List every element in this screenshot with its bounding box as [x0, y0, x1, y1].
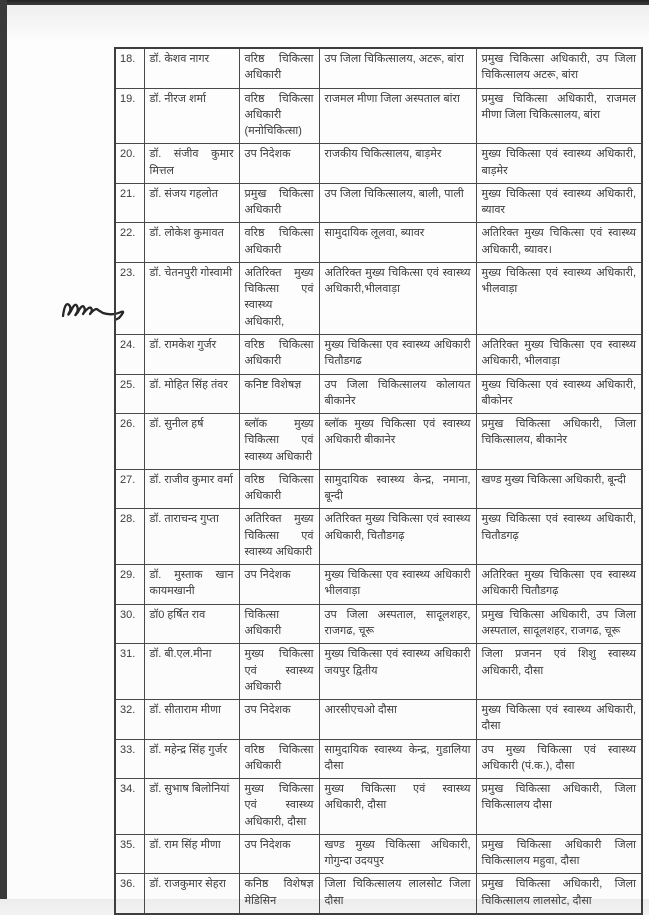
new-posting: मुख्य चिकित्सा एवं स्वास्थ्य अधिकारी, भीलवाड़ा: [476, 262, 642, 334]
doctor-name: डॉ. सुनील हर्ष: [144, 414, 239, 470]
doctor-designation: कनिष्ठ विशेषज्ञ मेडिसिन: [239, 874, 319, 914]
table-row: [115, 223, 642, 263]
current-posting: जिला चिकित्सालय लालसोट जिला दौसा: [319, 874, 476, 914]
current-posting: मुख्य चिकित्सा एवं स्वास्थ्य अधिकारी, दौसा: [319, 779, 476, 835]
current-posting: अतिरिक्त मुख्य चिकित्सा एवं स्वास्थ्य अधिकारी,भीलवाड़ा: [319, 262, 476, 334]
table-row: [115, 644, 642, 700]
current-posting: मुख्य चिकित्सा एवं स्वास्थ्य अधिकारी जयपुर द्वितीय: [319, 644, 476, 700]
doctor-designation: वरिष्ठ चिकित्सा अधिकारी: [239, 223, 319, 263]
new-posting: अतिरिक्त मुख्य चिकित्सा एव स्वास्थ्य अधिकारी चितौडगढ़: [476, 565, 642, 605]
new-posting: प्रमुख चिकित्सा अधिकारी, उप जिला चिकित्सालय अटरू, बांरा: [476, 48, 642, 88]
doctor-designation: अतिरिक्त मुख्य चिकित्सा एवं स्वास्थ्य अधिकारी,: [239, 262, 319, 334]
doctor-name: डॉ. मोहित सिंह तंवर: [144, 374, 239, 414]
new-posting: प्रमुख चिकित्सा अधिकारी, जिला चिकित्सालय लालसोट, दौसा: [476, 874, 642, 914]
table-row: [115, 374, 642, 414]
row-serial-number: 31.: [115, 644, 144, 700]
doctor-name: डॉ. केशव नागर: [144, 48, 239, 88]
doctor-designation: वरिष्ठ चिकित्सा अधिकारी: [239, 739, 319, 779]
doctor-name: डॉ0 हर्षित राव: [144, 604, 239, 644]
transfer-table: [114, 47, 643, 915]
new-posting: अतिरिक्त मुख्य चिकित्सा एवं स्वास्थ्य अधिकारी, ब्यावर।: [476, 223, 642, 263]
table-row: [115, 88, 642, 144]
table-row: [115, 779, 642, 835]
current-posting: मुख्य चिकित्सा एव स्वास्थ्य अधिकारी चितौडगढ: [319, 334, 476, 374]
doctor-designation: उप निदेशक: [239, 834, 319, 874]
new-posting: मुख्य चिकित्सा एवं स्वास्थ्य अधिकारी, ब्यावर: [476, 183, 642, 223]
doctor-name: डॉ. सुभाष बिलोनियां: [144, 779, 239, 835]
doctor-name: डॉ. मुस्ताक खान कायमखानी: [144, 565, 239, 605]
table-row: [115, 565, 642, 605]
row-serial-number: 26.: [115, 414, 144, 470]
doctor-designation: प्रमुख चिकित्सा अधिकारी: [239, 183, 319, 223]
new-posting: प्रमुख चिकित्सा अधिकारी जिला चिकित्सालय महुवा, दौसा: [476, 834, 642, 874]
current-posting: अतिरिक्त मुख्य चिकित्सा एवं स्वास्थ्य अधिकारी, चितौडगढ़: [319, 509, 476, 565]
doctor-designation: अतिरिक्त मुख्य चिकित्सा एवं स्वास्थ्य अधिकारी: [239, 509, 319, 565]
table-row: [115, 604, 642, 644]
row-serial-number: 34.: [115, 779, 144, 835]
current-posting: आरसीएचओ दौसा: [319, 700, 476, 740]
new-posting: प्रमुख चिकित्सा अधिकारी, उप जिला अस्पताल, सादूलशहर, राजगढ, चूरू: [476, 604, 642, 644]
row-serial-number: 23.: [115, 262, 144, 334]
table-row: [115, 509, 642, 565]
row-serial-number: 19.: [115, 88, 144, 144]
row-serial-number: 32.: [115, 700, 144, 740]
doctor-name: डॉ. संजीव कुमार मित्तल: [144, 144, 239, 184]
doctor-designation: उप निदेशक: [239, 700, 319, 740]
doctor-name: डॉ. सीताराम मीणा: [144, 700, 239, 740]
row-serial-number: 27.: [115, 469, 144, 509]
row-serial-number: 25.: [115, 374, 144, 414]
table-row: [115, 700, 642, 740]
new-posting: उप मुख्य चिकित्सा एवं स्वास्थ्य अधिकारी (पं.क.), दौसा: [476, 739, 642, 779]
doctor-designation: ब्लॉक मुख्य चिकित्सा एवं स्वास्थ्य अधिकारी: [239, 414, 319, 470]
doctor-designation: कनिष्ट विशेषज्ञ: [239, 374, 319, 414]
doctor-name: डॉ. राम सिंह मीणा: [144, 834, 239, 874]
table-row: [115, 48, 642, 88]
new-posting: प्रमुख चिकित्सा अधिकारी, जिला चिकित्सालय, बीकानेर: [476, 414, 642, 470]
table-row: [115, 834, 642, 874]
doctor-name: डॉ. महेन्द्र सिंह गुर्जर: [144, 739, 239, 779]
transfer-table-body: [115, 48, 642, 914]
row-serial-number: 18.: [115, 48, 144, 88]
doctor-name: डॉ. बी.एल.मीना: [144, 644, 239, 700]
doctor-designation: वरिष्ठ चिकित्सा अधिकारी: [239, 334, 319, 374]
doctor-name: डॉ. ताराचन्द गुप्ता: [144, 509, 239, 565]
row-serial-number: 20.: [115, 144, 144, 184]
doctor-designation: चिकित्सा अधिकारी: [239, 604, 319, 644]
doctor-name: डॉ. राजीव कुमार वर्मा: [144, 469, 239, 509]
current-posting: मुख्य चिकित्सा एव स्वास्थ्य अधिकारी भीलवाड़ा: [319, 565, 476, 605]
doctor-designation: उप निदेशक: [239, 565, 319, 605]
table-row: [115, 874, 642, 914]
doctor-designation: वरिष्ठ चिकित्सा अधिकारी: [239, 469, 319, 509]
new-posting: मुख्य चिकित्सा एवं स्वास्थ्य अधिकारी, दौसा: [476, 700, 642, 740]
new-posting: जिला प्रजनन एवं शिशु स्वास्थ्य अधिकारी, दौसा: [476, 644, 642, 700]
row-serial-number: 21.: [115, 183, 144, 223]
new-posting: अतिरिक्त मुख्य चिकित्सा एव स्वास्थ्य अधिकारी, भीलवाड़ा: [476, 334, 642, 374]
scan-left-edge: [0, 0, 7, 899]
row-serial-number: 22.: [115, 223, 144, 263]
row-serial-number: 35.: [115, 834, 144, 874]
doctor-name: डॉ. नीरज शर्मा: [144, 88, 239, 144]
table-row: [115, 144, 642, 184]
scan-top-edge: [0, 0, 649, 5]
new-posting: प्रमुख चिकित्सा अधिकारी, जिला चिकित्सालय दौसा: [476, 779, 642, 835]
table-row: [115, 469, 642, 509]
new-posting: मुख्य चिकित्सा एवं स्वास्थ्य अधिकारी, चितौडगढ़: [476, 509, 642, 565]
table-row: [115, 414, 642, 470]
doctor-name: डॉ. चेतनपुरी गोस्वामी: [144, 262, 239, 334]
doctor-designation: वरिष्ठ चिकित्सा अधिकारी (मनोचिकित्सा): [239, 88, 319, 144]
new-posting: खण्ड मुख्य चिकित्सा अधिकारी, बून्दी: [476, 469, 642, 509]
new-posting: मुख्य चिकित्सा एवं स्वास्थ्य अधिकारी, बीकोनर: [476, 374, 642, 414]
current-posting: सामुदायिक लूलवा, ब्यावर: [319, 223, 476, 263]
current-posting: ब्लॉक मुख्य चिकित्सा एवं स्वास्थ्य अधिकारी बीकानेर: [319, 414, 476, 470]
current-posting: सामुदायिक स्वास्थ्य केन्द्र, नमाना, बून्दी: [319, 469, 476, 509]
new-posting: मुख्य चिकित्सा एवं स्वास्थ्य अधिकारी, बाड़मेर: [476, 144, 642, 184]
row-serial-number: 29.: [115, 565, 144, 605]
doctor-designation: मुख्य चिकित्सा एवं स्वास्थ्य अधिकारी, दौसा: [239, 779, 319, 835]
current-posting: राजमल मीणा जिला अस्पताल बांरा: [319, 88, 476, 144]
doctor-name: डॉ. संजय गहलोत: [144, 183, 239, 223]
doctor-designation: वरिष्ठ चिकित्सा अधिकारी: [239, 48, 319, 88]
current-posting: उप जिला चिकित्सालय, अटरू, बांरा: [319, 48, 476, 88]
row-serial-number: 36.: [115, 874, 144, 914]
doctor-name: डॉ. राजकुमार सेहरा: [144, 874, 239, 914]
doctor-name: डॉ. लोकेश कुमावत: [144, 223, 239, 263]
row-serial-number: 24.: [115, 334, 144, 374]
table-row: [115, 739, 642, 779]
row-serial-number: 28.: [115, 509, 144, 565]
table-row: [115, 334, 642, 374]
current-posting: उप जिला चिकित्सालय, बाली, पाली: [319, 183, 476, 223]
table-row: [115, 183, 642, 223]
current-posting: उप जिला चिकित्सालय कोलायत बीकानेर: [319, 374, 476, 414]
table-row: [115, 262, 642, 334]
doctor-designation: मुख्य चिकित्सा एवं स्वास्थ्य अधिकारी: [239, 644, 319, 700]
current-posting: सामुदायिक स्वास्थ्य केन्द्र, गुडालिया दौसा: [319, 739, 476, 779]
doctor-designation: उप निदेशक: [239, 144, 319, 184]
doctor-name: डॉ. रामकेश गुर्जर: [144, 334, 239, 374]
row-serial-number: 30.: [115, 604, 144, 644]
new-posting: प्रमुख चिकित्सा अधिकारी, राजमल मीणा जिला चिकित्सालय, बांरा: [476, 88, 642, 144]
current-posting: खण्ड मुख्य चिकित्सा अधिकारी, गोगुन्दा उदयपुर: [319, 834, 476, 874]
current-posting: राजकीय चिकित्सालय, बाड़मेर: [319, 144, 476, 184]
current-posting: उप जिला अस्पताल, सादूलशहर, राजगढ, चूरू: [319, 604, 476, 644]
row-serial-number: 33.: [115, 739, 144, 779]
